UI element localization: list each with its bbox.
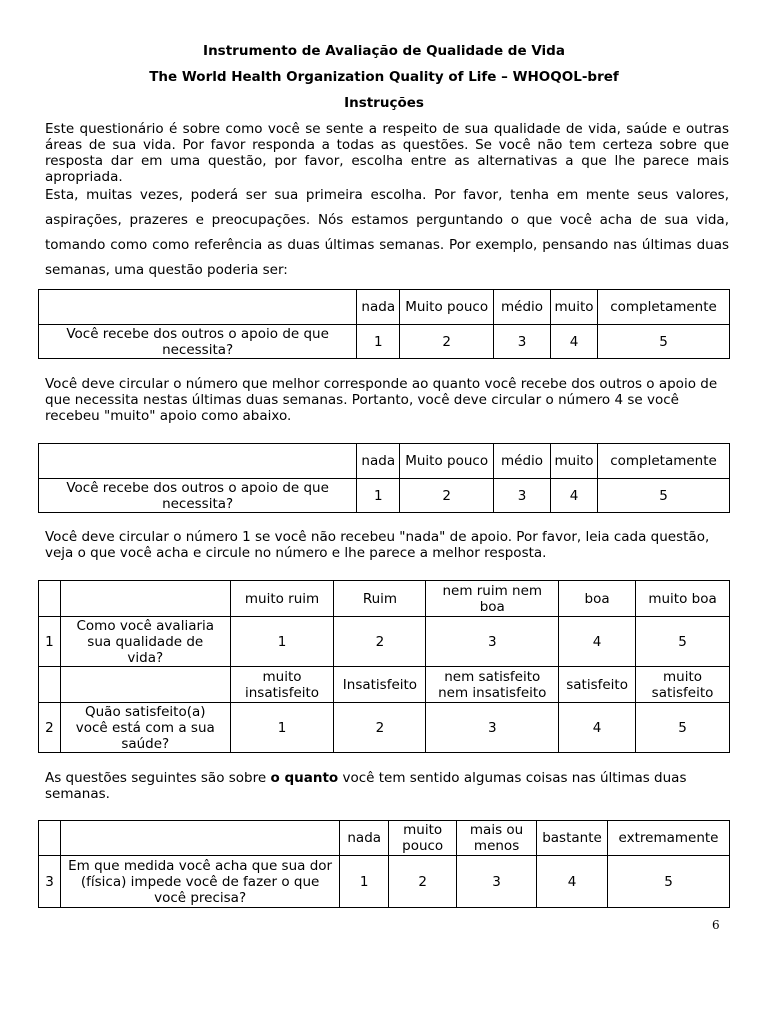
document-subtitle: The World Health Organization Quality of Life – WHOQOL-bref — [149, 69, 619, 85]
answer-option-3[interactable]: 3 — [426, 617, 559, 667]
answer-option-4[interactable]: 4 — [551, 325, 598, 359]
empty-cell — [39, 581, 61, 617]
answer-option-2[interactable]: 2 — [400, 325, 494, 359]
header-muito-ruim: muito ruim — [230, 581, 334, 617]
empty-cell — [60, 667, 230, 703]
answer-option-5[interactable]: 5 — [598, 325, 730, 359]
question-number: 3 — [39, 856, 61, 908]
answer-option-2[interactable]: 2 — [400, 479, 494, 513]
section-intro-paragraph — [45, 770, 729, 802]
header-muito-pouco: muito pouco — [389, 821, 457, 856]
page-number: 6 — [712, 918, 720, 932]
header-muito-insatisfeito: muito insatisfeito — [230, 667, 334, 703]
header-boa: boa — [559, 581, 636, 617]
instructions-heading: Instruções — [344, 95, 424, 111]
answer-option-4[interactable]: 4 — [559, 703, 636, 753]
header-muito-pouco: Muito pouco — [400, 444, 494, 479]
answer-option-4[interactable]: 4 — [537, 856, 608, 908]
answer-option-4[interactable]: 4 — [559, 617, 636, 667]
empty-cell — [60, 821, 339, 856]
header-satisfeito: satisfeito — [559, 667, 636, 703]
header-ruim: Ruim — [334, 581, 426, 617]
section-intro-text: As questões seguintes são sobre — [45, 770, 271, 786]
section-intro-emphasis: o quanto — [270, 770, 339, 786]
header-nada: nada — [340, 821, 389, 856]
answer-option-2[interactable]: 2 — [334, 703, 426, 753]
header-completamente: completamente — [598, 290, 730, 325]
answer-option-1[interactable]: 1 — [357, 325, 400, 359]
question-text: Em que medida você acha que sua dor (física) impede você de fazer o que você precisa? — [60, 856, 339, 908]
header-nada: nada — [357, 444, 400, 479]
instruction-paragraph-4: Você deve circular o número 1 se você não recebeu "nada" de apoio. Por favor, leia cada questão, veja o que você acha e circule no número e lhe parece a melhor resposta. — [45, 529, 710, 561]
question-text: Como você avaliaria sua qualidade de vida? — [60, 617, 230, 667]
header-medio: médio — [494, 290, 551, 325]
header-nem-ruim-nem-boa: nem ruim nem boa — [426, 581, 559, 617]
answer-option-1[interactable]: 1 — [340, 856, 389, 908]
question-number: 1 — [39, 617, 61, 667]
header-medio: médio — [494, 444, 551, 479]
answer-option-2[interactable]: 2 — [334, 617, 426, 667]
header-bastante: bastante — [537, 821, 608, 856]
empty-cell — [39, 821, 61, 856]
header-muito: muito — [551, 444, 598, 479]
answer-option-2[interactable]: 2 — [389, 856, 457, 908]
answer-option-3[interactable]: 3 — [494, 325, 551, 359]
answer-option-1[interactable]: 1 — [230, 617, 334, 667]
header-muito-satisfeito: muito satisfeito — [636, 667, 730, 703]
example-table-1 — [38, 289, 730, 359]
header-nada: nada — [357, 290, 400, 325]
header-completamente: completamente — [598, 444, 730, 479]
empty-cell — [60, 581, 230, 617]
header-muito-boa: muito boa — [636, 581, 730, 617]
header-muito: muito — [551, 290, 598, 325]
instruction-paragraph-3: Você deve circular o número que melhor corresponde ao quanto você recebe dos outros o apoio de que necessita nestas últimas duas semanas. Portanto, você deve circular o número 4 se você recebeu "muito" apoio como abaixo. — [45, 376, 718, 424]
answer-option-1[interactable]: 1 — [357, 479, 400, 513]
questions-1-2-table — [38, 580, 730, 753]
answer-option-5[interactable]: 5 — [598, 479, 730, 513]
question-number: 2 — [39, 703, 61, 753]
intro-paragraph-2: Esta, muitas vezes, poderá ser sua primeira escolha. Por favor, tenha em mente seus valores, aspirações, prazeres e preocupações. Nós estamos perguntando o que você acha de sua vida, tomando como como referência as duas últimas semanas. Por exemplo, pensando nas últimas duas semanas, uma questão poderia ser: — [45, 187, 729, 278]
answer-option-3[interactable]: 3 — [426, 703, 559, 753]
example-table-2 — [38, 443, 730, 513]
answer-option-1[interactable]: 1 — [230, 703, 334, 753]
empty-cell — [39, 667, 61, 703]
answer-option-3[interactable]: 3 — [494, 479, 551, 513]
section-intro-text-end: você tem sentido algumas coisas nas últimas duas semanas. — [45, 770, 687, 802]
answer-option-5[interactable]: 5 — [636, 617, 730, 667]
answer-option-3[interactable]: 3 — [457, 856, 537, 908]
question-text: Quão satisfeito(a) você está com a sua saúde? — [60, 703, 230, 753]
question-3-table — [38, 820, 730, 908]
question-text: Você recebe dos outros o apoio de que necessita? — [39, 325, 357, 359]
header-extremamente: extremamente — [608, 821, 730, 856]
intro-paragraph-1: Este questionário é sobre como você se sente a respeito de sua qualidade de vida, saúde e outras áreas de sua vida. Por favor responda a todas as questões. Se você não tem certeza sobre que resposta dar em uma questão, por favor, escolha entre as alternativas a que lhe parece mais apropriada. — [45, 121, 729, 185]
question-text: Você recebe dos outros o apoio de que necessita? — [39, 479, 357, 513]
document-title: Instrumento de Avaliação de Qualidade de Vida — [203, 43, 565, 59]
header-insatisfeito: Insatisfeito — [334, 667, 426, 703]
answer-option-5[interactable]: 5 — [608, 856, 730, 908]
answer-option-4[interactable]: 4 — [551, 479, 598, 513]
header-mais-ou-menos: mais ou menos — [457, 821, 537, 856]
header-muito-pouco: Muito pouco — [400, 290, 494, 325]
empty-cell — [39, 444, 357, 479]
empty-cell — [39, 290, 357, 325]
header-nem-satisfeito: nem satisfeito nem insatisfeito — [426, 667, 559, 703]
answer-option-5[interactable]: 5 — [636, 703, 730, 753]
